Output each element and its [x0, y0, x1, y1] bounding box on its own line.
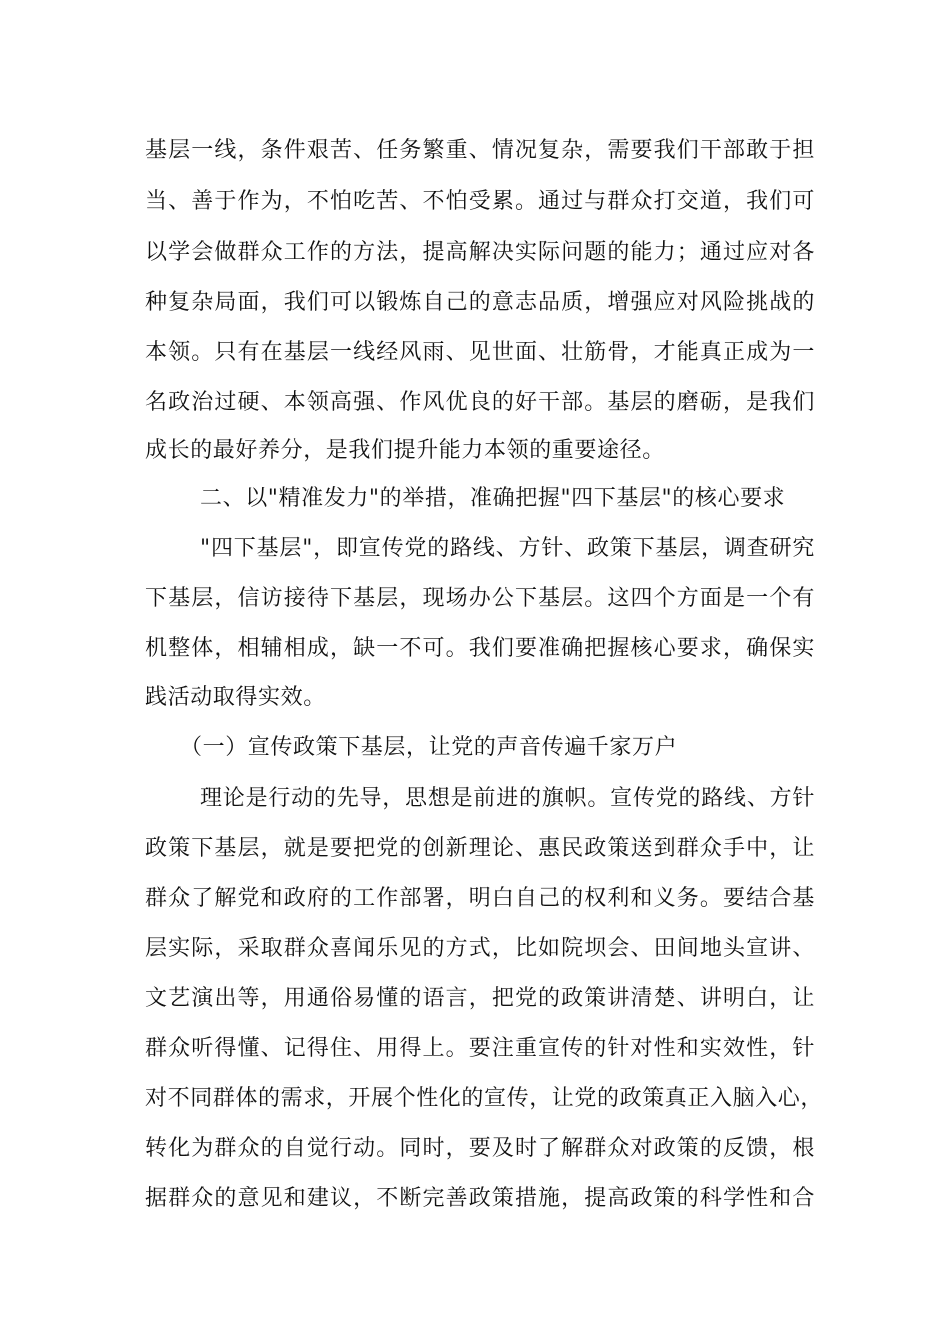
text-line: 据群众的意见和建议，不断完善政策措施，提高政策的科学性和合 [145, 1186, 815, 1211]
text-line: 名政治过硬、本领高强、作风优良的好干部。基层的磨砺，是我们 [145, 390, 815, 415]
text-line: 群众了解党和政府的工作部署，明白自己的权利和义务。要结合基 [145, 886, 815, 911]
text-line: 机整体，相辅相成，缺一不可。我们要准确把握核心要求，确保实 [145, 636, 815, 661]
text-line: 种复杂局面，我们可以锻炼自己的意志品质，增强应对风险挑战的 [145, 290, 815, 315]
text-line: 下基层，信访接待下基层，现场办公下基层。这四个方面是一个有 [145, 586, 815, 611]
text-line: 本领。只有在基层一线经风雨、见世面、壮筋骨，才能真正成为一 [145, 340, 815, 365]
text-line: 转化为群众的自觉行动。同时，要及时了解群众对政策的反馈，根 [145, 1136, 815, 1161]
text-line: 层实际，采取群众喜闻乐见的方式，比如院坝会、田间地头宣讲、 [145, 936, 815, 961]
text-line: 成长的最好养分，是我们提升能力本领的重要途径。 [145, 438, 665, 463]
text-line: 基层一线，条件艰苦、任务繁重、情况复杂，需要我们干部敢于担 [145, 138, 815, 163]
text-line: 文艺演出等，用通俗易懂的语言，把党的政策讲清楚、讲明白，让 [145, 986, 815, 1011]
text-line: 以学会做群众工作的方法，提高解决实际问题的能力；通过应对各 [145, 240, 815, 265]
subsection-heading: （一）宣传政策下基层，让党的声音传遍千家万户 [180, 735, 678, 760]
section-heading: 二、以"精准发力"的举措，准确把握"四下基层"的核心要求 [200, 486, 786, 511]
text-line: 当、善于作为，不怕吃苦、不怕受累。通过与群众打交道，我们可 [145, 189, 815, 214]
paragraph-first-line: 理论是行动的先导，思想是前进的旗帜。宣传党的路线、方针 [200, 786, 815, 811]
text-line: 政策下基层，就是要把党的创新理论、惠民政策送到群众手中，让 [145, 836, 815, 861]
paragraph-first-line: "四下基层"，即宣传党的路线、方针、政策下基层，调查研究 [200, 536, 815, 561]
text-line: 对不同群体的需求，开展个性化的宣传，让党的政策真正入脑入心， [145, 1086, 824, 1111]
text-line: 群众听得懂、记得住、用得上。要注重宣传的针对性和实效性，针 [145, 1036, 815, 1061]
text-line: 践活动取得实效。 [145, 685, 326, 710]
